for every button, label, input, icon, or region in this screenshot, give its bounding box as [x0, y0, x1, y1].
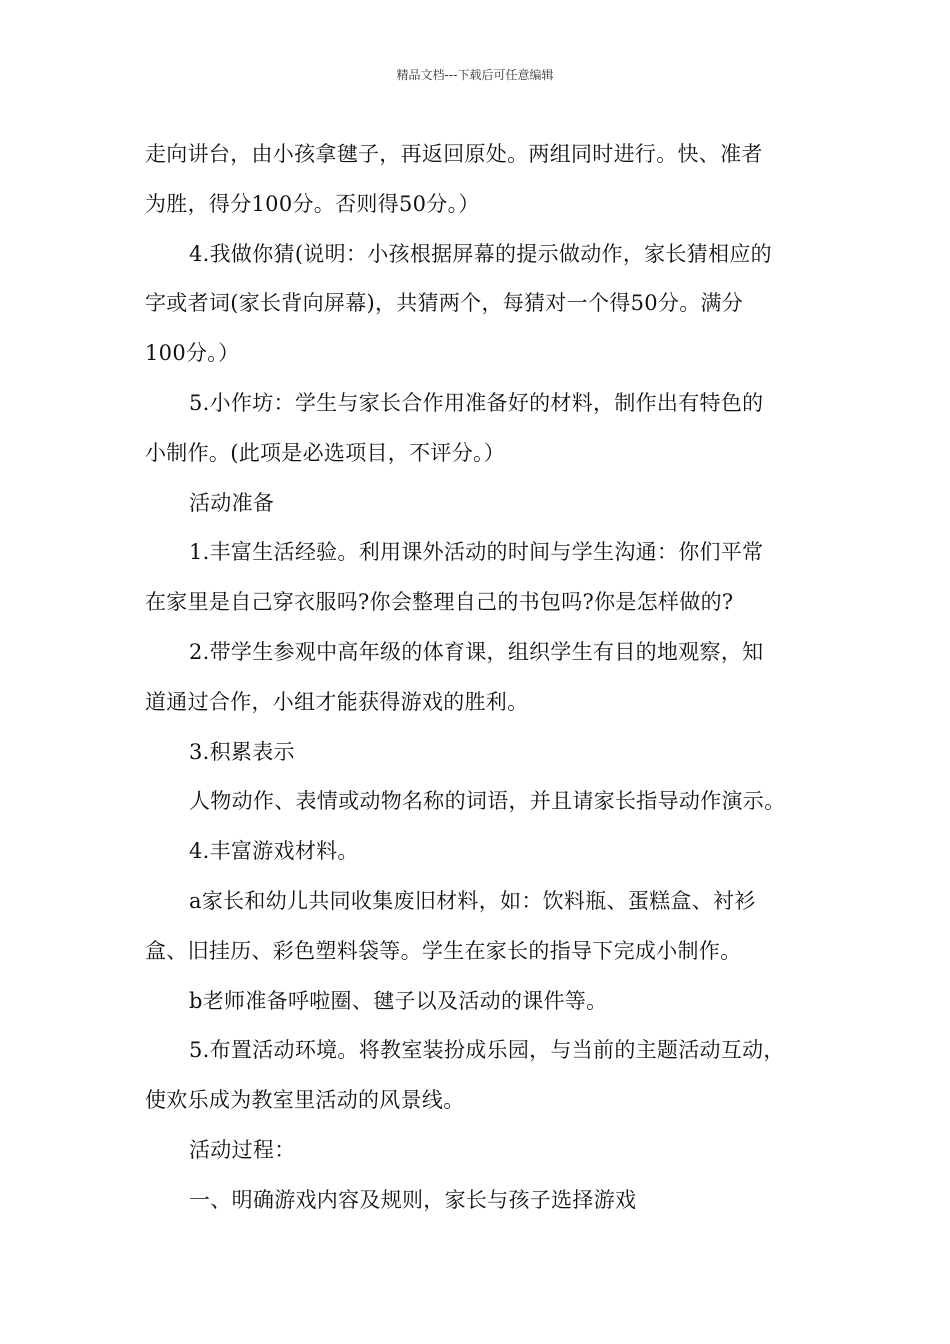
text-line: 5.小作坊：学生与家长合作用准备好的材料，制作出有特色的 [189, 390, 764, 415]
text-line: 活动过程： [189, 1137, 296, 1162]
text-line: 使欢乐成为教室里活动的风景线。 [145, 1088, 465, 1113]
text-line: 一、明确游戏内容及规则，家长与孩子选择游戏 [189, 1187, 637, 1212]
document-body [145, 130, 810, 1226]
text-line: 3.积累表示 [189, 739, 295, 764]
text-line: 人物动作、表情或动物名称的词语，并且请家长指导动作演示。 [189, 789, 786, 814]
text-line: 小制作。(此项是必选项目，不评分。） [145, 440, 506, 465]
page-header: 精品文档---下载后可任意编辑 [396, 68, 554, 82]
text-line: a家长和幼儿共同收集废旧材料，如：饮料瓶、蛋糕盒、衬衫 [189, 888, 756, 913]
text-line: 盒、旧挂历、彩色塑料袋等。学生在家长的指导下完成小制作。 [145, 938, 742, 963]
text-line: 2.带学生参观中高年级的体育课，组织学生有目的地观察，知 [189, 639, 764, 664]
text-line: 活动准备 [189, 490, 275, 515]
text-line: 4.丰富游戏材料。 [189, 839, 359, 864]
text-line: 在家里是自己穿衣服吗?你会整理自己的书包吗?你是怎样做的? [145, 590, 734, 615]
text-line: 走向讲台，由小孩拿毽子，再返回原处。两组同时进行。快、准者 [145, 142, 763, 166]
text-line: 4.我做你猜(说明：小孩根据屏幕的提示做动作，家长猜相应的 [189, 241, 772, 266]
text-line: 5.布置活动环境。将教室装扮成乐园，与当前的主题活动互动， [189, 1038, 785, 1063]
text-line: b老师准备呼啦圈、毽子以及活动的课件等。 [189, 988, 608, 1013]
text-line: 字或者词(家长背向屏幕)，共猜两个，每猜对一个得50分。满分 [145, 291, 744, 316]
text-line: 为胜，得分100分。否则得50分。） [145, 191, 480, 216]
text-line: 100分。） [145, 341, 240, 366]
text-line: 1.丰富生活经验。利用课外活动的时间与学生沟通：你们平常 [189, 540, 764, 565]
text-line: 道通过合作，小组才能获得游戏的胜利。 [145, 689, 529, 714]
